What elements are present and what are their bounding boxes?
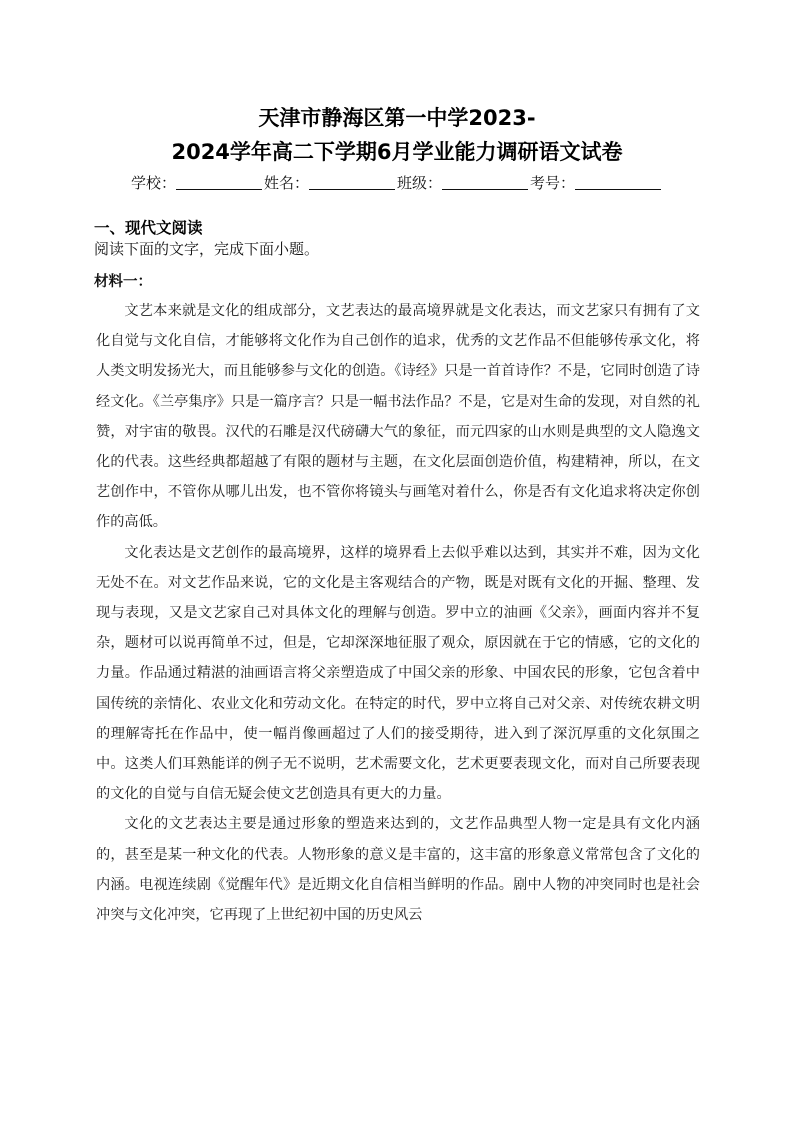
name-field[interactable] (264, 172, 397, 193)
reading-instruction: 阅读下面的文字，完成下面小题。 (94, 240, 320, 258)
exam-number-field[interactable] (530, 172, 663, 193)
name-label: 姓名： (263, 174, 309, 192)
school-label: 学校： (130, 174, 176, 192)
school-blank[interactable] (176, 175, 262, 190)
class-field[interactable] (397, 172, 530, 193)
exam-number-blank[interactable] (575, 175, 661, 190)
paragraph-2: 文化表达是文艺创作的最高境界，这样的境界看上去似乎难以达到，其实并不难，因为文化无处不在。对文艺作品来说，它的文化是主客观结合的产物，既是对既有文化的开掘、整理、发现与表现，又是文艺家自己对具体文化的理解与创造。罗中立的油画《父亲》，画面内容并不复杂，题材可以说再简单不过，但是，它却深深地征服了观众，原因就在于它的情感，它的文化的力量。作品通过精湛的油画语言将父亲塑造成了中国父亲的形象、中国农民的形象，它包含着中国传统的亲情化、农业文化和劳动文化。在特定的时代，罗中立将自己对父亲、对传统农耕文明的理解寄托在作品中，使一幅肖像画超过了人们的接受期待，进入到了深沉厚重的文化氛围之中。这类人们耳熟能详的例子无不说明，艺术需要文化，艺术更要表现文化，而对自己所要表现的文化的自觉与自信无疑会使文艺创造具有更大的力量。 (96, 544, 700, 803)
exam-title-line-1: 天津市静海区第一中学2023- (258, 106, 536, 130)
material-label: 材料一： (94, 273, 152, 290)
paragraph-3: 文化的文艺表达主要是通过形象的塑造来达到的，文艺作品典型人物一定是具有文化内涵的，甚至是某一种文化的代表。人物形象的意义是丰富的，这丰富的形象意义常常包含了文化的内涵。电视连续剧《觉醒年代》是近期文化自信相当鲜明的作品。剧中人物的冲突同时也是社会冲突与文化冲突，它再现了上世纪初中国的历史风云 (96, 816, 700, 924)
paragraph-1: 文艺本来就是文化的组成部分，文艺表达的最高境界就是文化表达，而文艺家只有拥有了文化自觉与文化自信，才能够将文化作为自己创作的追求，优秀的文艺作品不但能够传承文化，将人类文明发扬光大，而且能够参与文化的创造。《诗经》只是一首首诗作？不是，它同时创造了诗经文化。《兰亭集序》只是一篇序言？只是一幅书法作品？不是，它是对生命的发现，对自然的礼赞，对宇宙的敬畏。汉代的石雕是汉代磅礴大气的象征，而元四家的山水则是典型的文人隐逸文化的代表。这些经典都超越了有限的题材与主题，在文化层面创造价值，构建精神，所以，在文艺创作中，不管你从哪儿出发，也不管你将镜头与画笔对着什么，你是否有文化追求将决定你创作的高低。 (96, 303, 700, 531)
section-heading: 一、现代文阅读 (94, 219, 203, 237)
exam-number-label: 考号： (530, 174, 576, 192)
class-blank[interactable] (442, 175, 528, 190)
material-body (96, 296, 700, 930)
name-blank[interactable] (309, 175, 395, 190)
school-field[interactable] (131, 172, 264, 193)
exam-title-line-2: 2024学年高二下学期6月学业能力调研语文试卷 (171, 140, 623, 164)
class-label: 班级： (397, 174, 443, 192)
student-info-row (0, 172, 794, 193)
